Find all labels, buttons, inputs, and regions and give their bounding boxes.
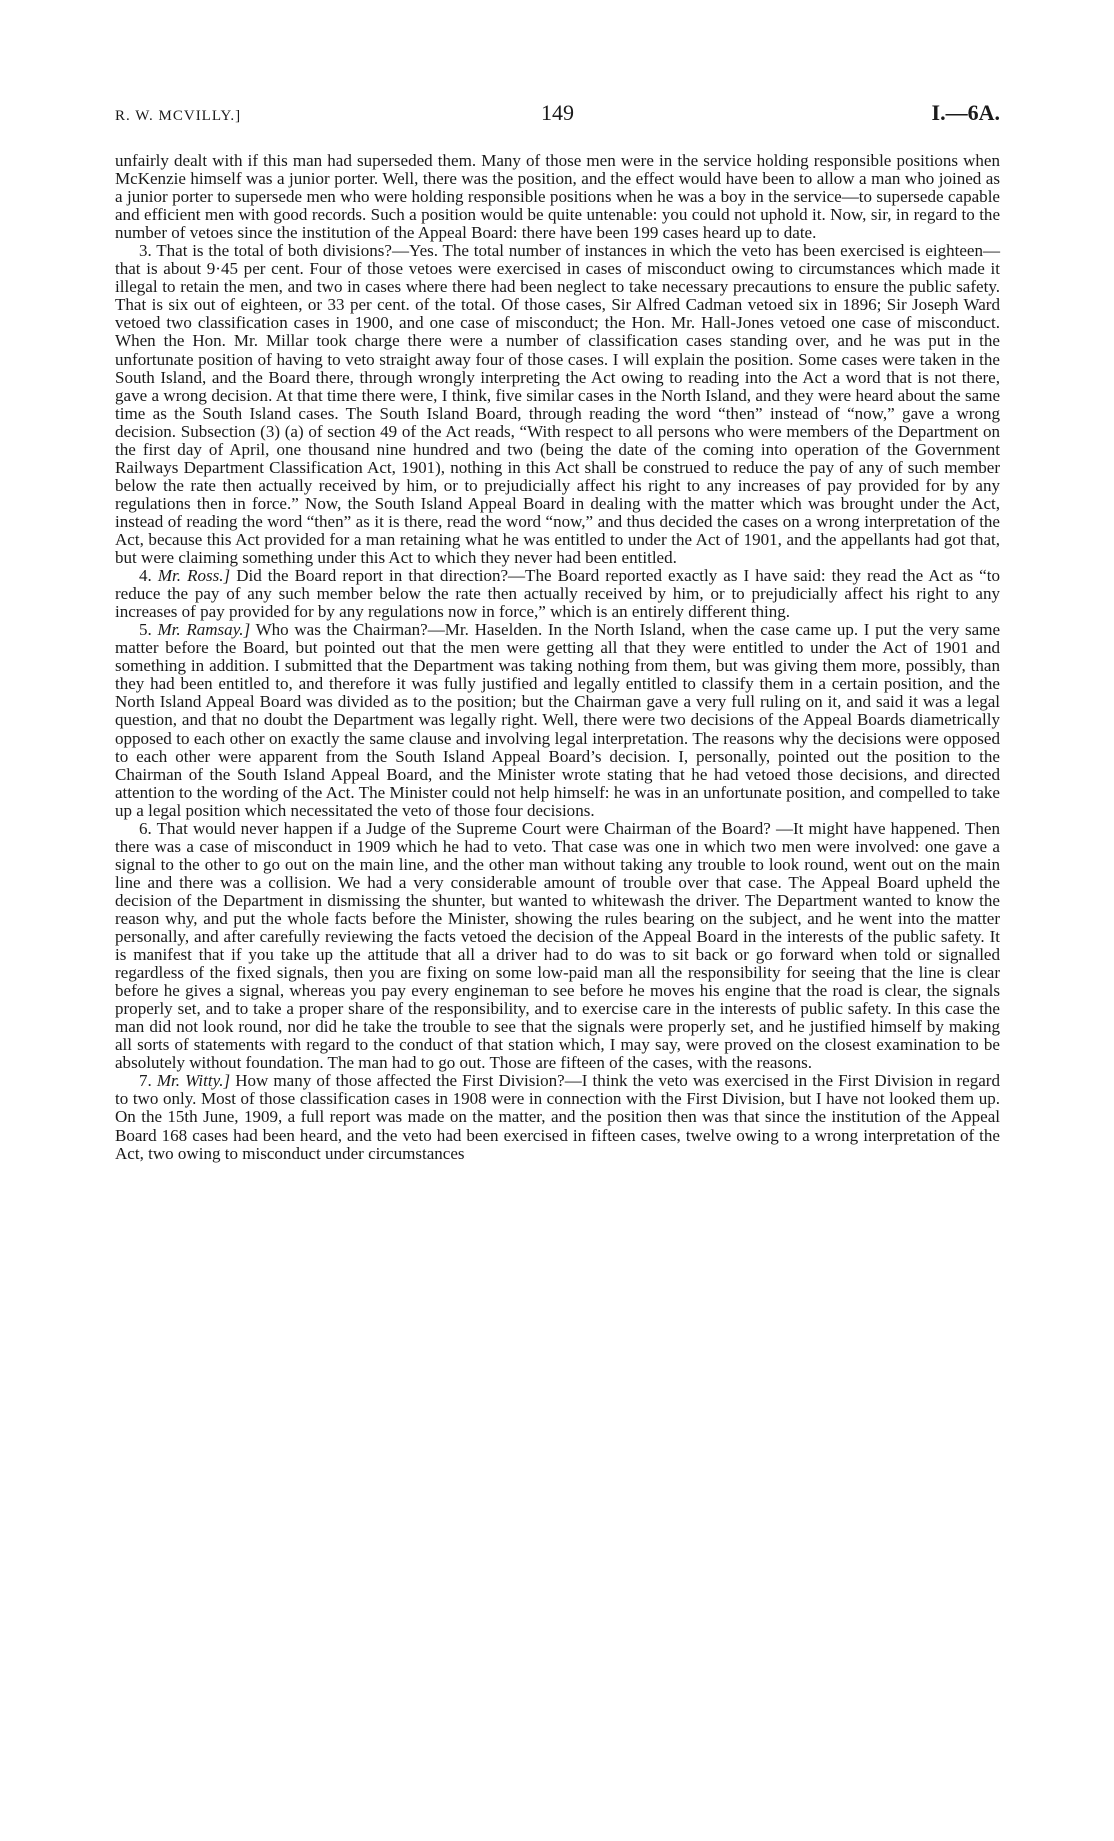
running-head — [115, 100, 1000, 140]
paragraph-text: Who was the Chairman?—Mr. Haselden. In the North Island, when the case came up. I put the very same matter before the Board, but pointed out that the men were getting all that they were entitled to under the Act of 1901 and something in addition. I submitted that the Department was taking nothing from them, but was giving them more, possibly, than they had been entitled to, and therefore it was fully justified and legally entitled to classify them in a certain position, and the North Island Appeal Board was divided as to the position; but the Chairman gave a very full ruling on it, and said it was a legal question, and that no doubt the Department was legally right. Well, there were two decisions of the Appeal Boards diametrically opposed to each other on exactly the same clause and involving legal interpretation. The reasons why the decisions were opposed to each other were apparent from the South Island Appeal Board’s decision. I, personally, pointed out the position to the Chairman of the South Island Appeal Board, and the Minister wrote stating that he had vetoed those decisions, and directed attention to the wording of the Act. The Minister could not help himself: he was in an unfortunate position, and compelled to take up a legal position which necessitated the veto of those four decisions. — [115, 620, 1001, 820]
document-page — [115, 100, 1000, 1163]
question-number: 4. — [139, 566, 152, 586]
paragraph-question-3: 3. That is the total of both divisions?—Yes. The total number of instances in which the veto has been exercised is eighteen—that is about 9·45 per cent. Four of those vetoes were exercised in cases of misconduct owing to circumstances which made it illegal to retain the men, and two in cases where there had been neglect to take necessary precautions to ensure the public safety. That is six out of eighteen, or 33 per cent. of the total. Of those cases, Sir Alfred Cadman vetoed six in 1896; Sir Joseph Ward vetoed two classification cases in 1900, and one case of misconduct; the Hon. Mr. Hall-Jones vetoed one case of misconduct. When the Hon. Mr. Millar took charge there were a number of classification cases standing over, and he was put in the unfortunate position of having to veto straight away four of those cases. I will explain the position. Some cases were taken in the South Island, and the Board there, through wrongly interpreting the Act owing to reading into the Act a word that is not there, gave a wrong decision. At that time there were, I think, five similar cases in the North Island, and they were heard about the same time as the South Island cases. The South Island Board, through reading the word “then” instead of “now,” gave a wrong decision. Subsection (3) (a) of section 49 of the Act reads, “With respect to all persons who were members of the Department on the first day of April, one thousand nine hundred and two (being the date of the coming into operation of the Government Railways Department Classification Act, 1901), nothing in this Act shall be construed to reduce the pay of any of such member below the rate then actually received by him, or to prejudicially affect his right to any increases of pay provided for by any regulations then in force.” Now, the South Island Appeal Board in dealing with the matter which was brought under the Act, instead of reading the word “then” as it is there, read the word “now,” and thus decided the cases on a wrong interpretation of the Act, because this Act provided for a man retaining what he was entitled to under the Act of 1901, and the appellants had got that, but were claiming something under this Act to which they never had been entitled. — [115, 241, 1000, 568]
speaker-name: Mr. Witty.] — [156, 1071, 231, 1091]
question-number: 7. — [139, 1071, 152, 1091]
paragraph-text: Did the Board report in that direction?—The Board reported exactly as I have said: they read the Act as “to reduce the pay of any such member below the rate then actually received by him, or to prejudicially affect his right to any increases of pay provided for by any regulations now in force,” which is an entirely different thing. — [115, 566, 1000, 622]
paragraph-question-4 — [115, 567, 1000, 621]
question-number: 5. — [139, 620, 152, 640]
header-author: R. W. MCVILLY.] — [115, 108, 242, 124]
body-text — [115, 152, 1000, 1163]
paragraph-question-6: 6. That would never happen if a Judge of the Supreme Court were Chairman of the Board? —It might have happened. Then there was a case of misconduct in 1909 which he had to veto. That case was one in which two men were involved: one gave a signal to the other to go out on the main line, and the other man without taking any trouble to look round, went out on the main line and there was a collision. We had a very considerable amount of trouble over that case. The Appeal Board upheld the decision of the Department in dismissing the shunter, but wanted to whitewash the driver. The Department wanted to know the reason why, and put the whole facts before the Minister, showing the rules bearing on the subject, and he went into the matter personally, and after carefully reviewing the facts vetoed the decision of the Appeal Board in the interests of the public safety. It is manifest that if you take up the attitude that all a driver had to do was to sit back or go forward when told or signalled regardless of the fixed signals, then you are fixing on some low-paid man all the responsibility for seeing that the line is clear before he gives a signal, whereas you pay every engineman to see before he moves his engine that the road is clear, the signals properly set, and to take a proper share of the responsibility, and to exercise care in the interests of public safety. In this case the man did not look round, nor did he take the trouble to see that the signals were properly set, and he justified himself by making all sorts of statements with regard to the conduct of that station which, I may say, were proved on the closest examination to be absolutely without foundation. The man had to go out. Those are fifteen of the cases, with the reasons. — [115, 818, 1000, 1073]
speaker-name: Mr. Ross.] — [157, 566, 231, 586]
paragraph-question-7 — [115, 1072, 1000, 1162]
paragraph-question-5 — [115, 621, 1000, 820]
page-number: 149 — [541, 100, 574, 125]
document-reference: I.—6A. — [931, 100, 1000, 125]
speaker-name: Mr. Ramsay.] — [157, 620, 251, 640]
paragraph-text: How many of those affected the First Division?—I think the veto was exercised in the First Division in regard to two only. Most of those classification cases in 1908 were in connection with the First Division, but I have not looked them up. On the 15th June, 1909, a full report was made on the matter, and the position then was that since the institution of the Appeal Board 168 cases had been heard, and the veto had been exercised in fifteen cases, twelve owing to a wrong interpretation of the Act, two owing to misconduct under circumstances — [115, 1071, 1000, 1163]
paragraph-continuation: unfairly dealt with if this man had superseded them. Many of those men were in the service holding responsible positions when McKenzie himself was a junior porter. Well, there was the position, and the effect would have been to allow a man who joined as a junior porter to supersede men who were holding responsible positions when he was a boy in the service—to supersede capable and efficient men with good records. Such a position would be quite untenable: you could not uphold it. Now, sir, in regard to the number of vetoes since the institution of the Appeal Board: there have been 199 cases heard up to date. — [115, 151, 1000, 243]
